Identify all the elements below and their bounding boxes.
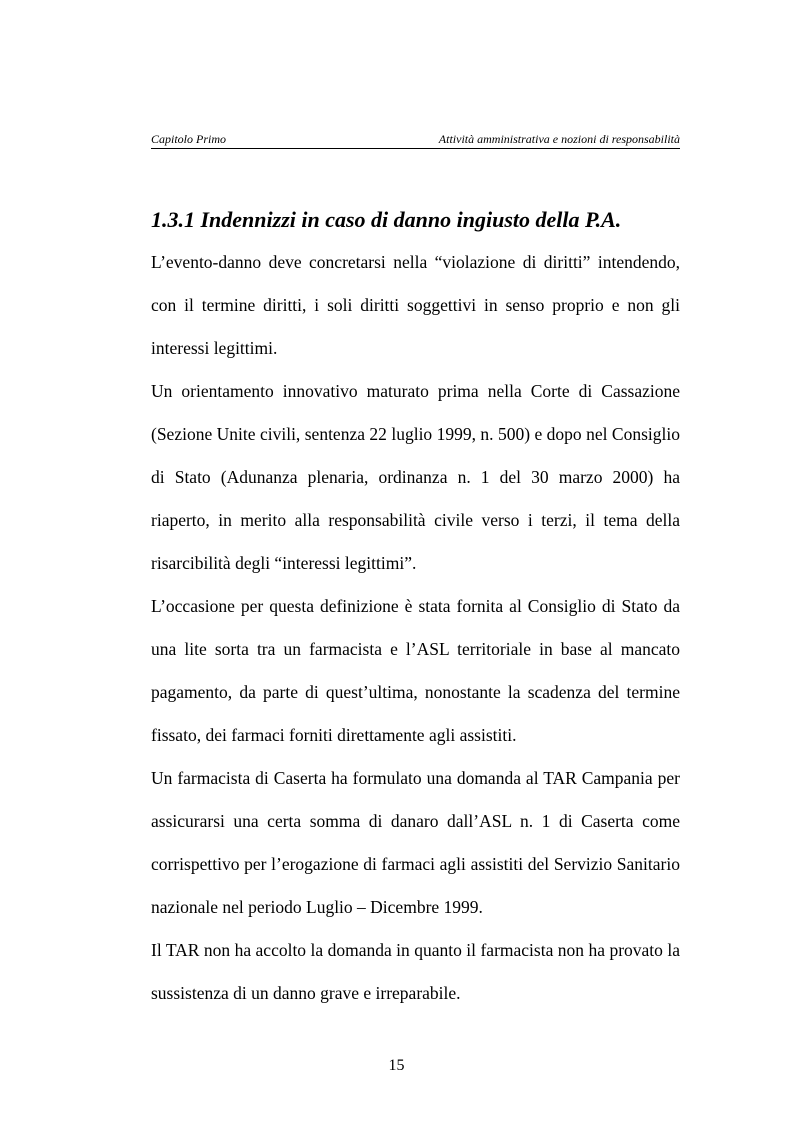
paragraph: Un farmacista di Caserta ha formulato una domanda al TAR Campania per assicurarsi una certa somma di danaro dall’ASL n. 1 di Caserta come corrispettivo per l’erogazione di farmaci agli assistiti del Servizio Sanitario nazionale nel periodo Luglio – Dicembre 1999. (151, 768, 680, 917)
page-number: 15 (388, 1057, 405, 1074)
paragraph: L’occasione per questa definizione è stata fornita al Consiglio di Stato da una lite sorta tra un farmacista e l’ASL territoriale in base al mancato pagamento, da parte di quest’ultima, nonostante la scadenza del termine fissato, dei farmaci forniti direttamente agli assistiti. (151, 596, 680, 745)
paragraph: Un orientamento innovativo maturato prima nella Corte di Cassazione (Sezione Unite civili, sentenza 22 luglio 1999, n. 500) e dopo nel Consiglio di Stato (Adunanza plenaria, ordinanza n. 1 del 30 marzo 2000) ha riaperto, in merito alla responsabilità civile verso i terzi, il tema della risarcibilità degli “interessi legittimi”. (151, 381, 680, 573)
body-text (151, 241, 680, 1015)
paragraph: Il TAR non ha accolto la domanda in quanto il farmacista non ha provato la sussistenza di un danno grave e irreparabile. (151, 940, 680, 1003)
running-header (151, 131, 680, 149)
chapter-title: Attività amministrativa e nozioni di responsabilità (438, 132, 680, 146)
chapter-label: Capitolo Primo (151, 132, 227, 146)
section-title: 1.3.1 Indennizzi in caso di danno ingiusto della P.A. (151, 207, 622, 232)
paragraph: L’evento-danno deve concretarsi nella “violazione di diritti” intendendo, con il termine diritti, i soli diritti soggettivi in senso proprio e non gli interessi legittimi. (151, 252, 680, 358)
